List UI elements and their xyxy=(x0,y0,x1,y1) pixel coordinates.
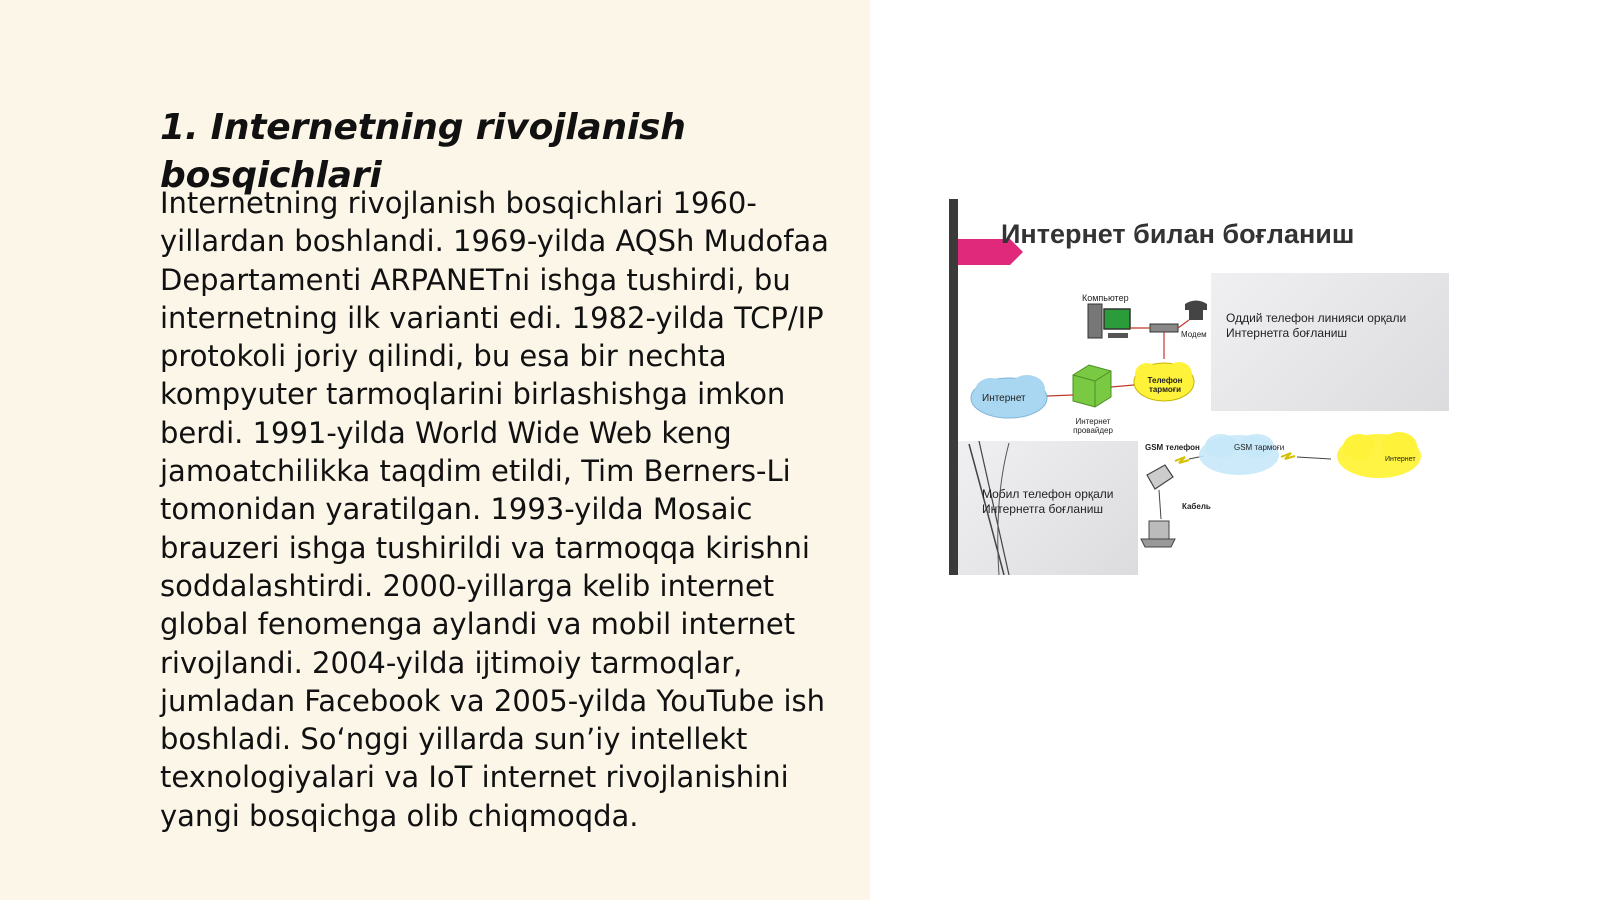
internet-label: Интернет xyxy=(982,393,1026,404)
provider-label: Интернет провайдер xyxy=(1073,417,1113,435)
telephone-icon xyxy=(1185,301,1207,321)
internet-connection-image xyxy=(949,199,1449,575)
gsm-phone-label: GSM телефон xyxy=(1145,443,1200,452)
mobile-phone-icon xyxy=(1147,465,1173,489)
computer-label: Компьютер xyxy=(1082,293,1129,303)
gsm-network-label: GSM тармоғи xyxy=(1234,443,1285,452)
modem-icon xyxy=(1150,324,1178,332)
computer-icon xyxy=(1088,304,1130,338)
cable-label: Кабель xyxy=(1182,502,1211,511)
slide-title: 1. Internetning rivojlanish bosqichlari xyxy=(160,107,686,196)
phone-line-caption: Оддий телефон линияси орқали Интернетга боғланиш xyxy=(1226,311,1407,340)
internet-right-cloud-icon xyxy=(1337,432,1421,478)
mobile-caption: Мобил телефон орқали Интернетга боғланиш xyxy=(982,487,1114,516)
image-title: Интернет билан боғланиш xyxy=(1001,219,1355,249)
phone-network-label: Телефон тармоғи xyxy=(1147,376,1183,394)
accent-bar xyxy=(949,199,958,575)
modem-label: Модем xyxy=(1181,330,1207,339)
desktop-computer-icon xyxy=(1141,521,1175,547)
provider-icon xyxy=(1073,365,1111,407)
connection-diagram xyxy=(949,199,1449,575)
internet-right-label: Интернет xyxy=(1385,456,1416,463)
lightning-icon xyxy=(1175,457,1189,463)
gsm-network-cloud-icon xyxy=(1199,434,1279,475)
slide-body-text: Internetning rivojlanish bosqichlari 1960-yillardan boshlandi. 1969-yilda AQSh Mudofaa Departamenti ARPANETni ishga tushirdi, bu internetning ilk varianti edi. 1982-yilda TCP/IP protokoli joriy qilindi, bu esa bir nechta kompyuter tarmoqlarini birlashishga imkon berdi. 1991-yilda World Wide Web keng jamoatchilikka taqdim etildi, Tim Berners-Li tomonidan yaratilgan. 1993-yilda Mosaic brauzeri ishga tushirildi va tarmoqqa kirishni soddalashtirdi. 2000-yillarga kelib internet global fenomenga aylandi va mobil internet rivojlandi. 2004-yilda ijtimoiy tarmoqlar, jumladan Facebook va 2005-yilda YouTube ish boshladi. So‘nggi yillarda sun’iy intellekt texnologiyalari va IoT internet rivojlanishini yangi bosqichga olib chiqmoqda. xyxy=(160,186,829,833)
